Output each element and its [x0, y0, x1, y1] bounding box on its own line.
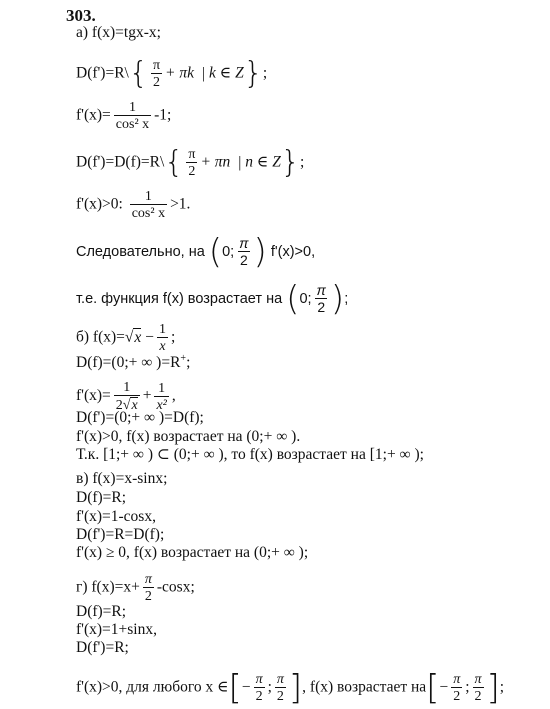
- part-a-domain-equality: D(f')=D(f)=R\{ $\frac{\pi}{2}$ + πn | n ∈ Z};: [76, 145, 305, 180]
- part-g-domain-derivative: D(f')=R;: [76, 639, 129, 656]
- part-a-increasing: т.е. функция f(x) возрастает на (0; $\frac{\pi}{2}$ );: [76, 279, 349, 319]
- one-over-x2-fraction: $\frac{1}{\text{x²}}$: [156, 380, 167, 413]
- part-v-function: в) f(x)=x-sinx;: [76, 470, 168, 487]
- pi-over-2-fraction: $\frac{\pi}{2}$: [188, 147, 196, 179]
- pi-over-2-fraction: $\frac{\pi}{2}$: [276, 672, 284, 704]
- part-v-derivative: f'(x)=1-cosx,: [76, 508, 156, 525]
- part-v-increasing: f'(x) ≥ 0, f(x) возрастает на (0;+ ∞ );: [76, 544, 309, 561]
- part-v-domain-derivative: D(f')=R=D(f);: [76, 526, 165, 543]
- pi-over-2-fraction: $\frac{\pi}{2}$: [144, 572, 152, 604]
- part-b-conclusion: Т.к. [1;+ ∞ ) ⊂ (0;+ ∞ ), то f(x) возрастает на [1;+ ∞ );: [76, 446, 424, 463]
- part-a-domain-derivative: D(f')=R\{ $\frac{\pi}{2}$ + πk | k ∈ Z};: [76, 56, 268, 91]
- one-over-x-fraction: $\frac{1}{x}$: [158, 322, 166, 354]
- part-b-domain-derivative: D(f')=(0;+ ∞ )=D(f);: [76, 409, 204, 426]
- pi-over-2-fraction: $\frac{\pi}{2}$: [239, 235, 249, 268]
- part-v-domain: D(f)=R;: [76, 489, 127, 506]
- part-g-domain: D(f)=R;: [76, 603, 127, 620]
- part-g-derivative: f'(x)=1+sinx,: [76, 621, 157, 638]
- pi-over-2-fraction: $\frac{\pi}{2}$: [152, 58, 161, 90]
- part-b-domain: D(f)=(0;+ ∞ )=R+;: [76, 353, 191, 372]
- part-b-increasing: f'(x)>0, f(x) возрастает на (0;+ ∞ ).: [76, 428, 301, 445]
- problem-number: 303.: [66, 6, 96, 25]
- part-a-derivative: f'(x)= $\frac{1}{\text{cos² x}}$ -1;: [76, 100, 172, 132]
- part-b-derivative: f'(x)= $\frac{1}{2√x}$ + $\frac{1}{\text{x²}}$ ,: [76, 380, 176, 413]
- pi-over-2-fraction: $\frac{\pi}{2}$: [474, 672, 482, 704]
- part-g-function: г) f(x)=x+ $\frac{\pi}{2}$ -cosx;: [76, 572, 195, 604]
- part-g-conclusion: f'(x)>0, для любого x ∈[− $\frac{\pi}{2}$ ; $\frac{\pi}{2}$ ], f(x) возрастает на[− $\frac{\pi}{2}$ ; $\frac{\pi}{2}$ ];: [76, 668, 505, 708]
- part-b-function: б) f(x)=√x − $\frac{1}{x}$ ;: [76, 322, 176, 354]
- one-over-cos2-fraction: $\frac{1}{\text{cos² x}}$: [115, 100, 150, 132]
- pi-over-2-fraction: $\frac{\pi}{2}$: [453, 672, 461, 704]
- part-a-function: а) f(x)=tgx-x;: [76, 24, 161, 41]
- one-over-2sqrtx-fraction: $\frac{1}{2√x}$: [115, 380, 138, 413]
- part-a-conclusion: Следовательно, на (0; $\frac{\pi}{2}$ ) f'(x)>0,: [76, 232, 316, 272]
- pi-over-2-fraction: $\frac{\pi}{2}$: [255, 672, 263, 704]
- pi-over-2-fraction: $\frac{\pi}{2}$: [316, 282, 326, 315]
- part-a-inequality: f'(x)>0: $\frac{1}{\text{cos² x}}$ >1.: [76, 189, 191, 221]
- one-over-cos2-fraction: $\frac{1}{\text{cos² x}}$: [131, 189, 166, 221]
